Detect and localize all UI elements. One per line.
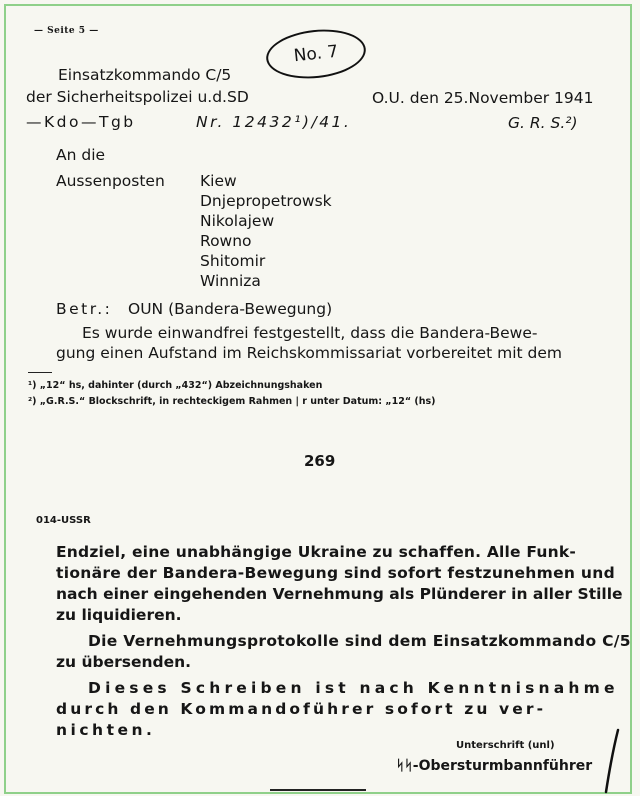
place-rowno: Rowno [200, 232, 252, 250]
p2-line-1: Die Vernehmungsprotokolle sind dem Einsatzkommando C/5 [88, 632, 631, 650]
place-winniza: Winniza [200, 272, 261, 290]
reference-right: G. R. S.²) [508, 114, 578, 132]
place-kiew: Kiew [200, 172, 237, 190]
subject-text: OUN (Bandera-Bewegung) [128, 300, 333, 318]
body-line-2: gung einen Aufstand im Reichskommissariat vorbereitet mit dem [56, 344, 563, 362]
body-line-1: Es wurde einwandfrei festgestellt, dass die Bandera-Bewe- [82, 324, 538, 342]
unit-line-1: Einsatzkommando C/5 [58, 66, 232, 84]
p3-line-1: Dieses Schreiben ist nach Kenntnisnahme [88, 679, 619, 697]
document-number: No. 7 [292, 41, 340, 67]
p1-line-2: tionäre der Bandera-Bewegung sind sofort festzunehmen und [56, 564, 616, 582]
place-dnjepropetrowsk: Dnjepropetrowsk [200, 192, 332, 210]
reference-prefix: —Kdo—Tgb [26, 113, 136, 131]
footnote-2: ²) „G.R.S.“ Blockschrift, in rechteckigem Rahmen | r unter Datum: „12“ (hs) [28, 396, 436, 407]
source-tag: 014-USSR [36, 515, 91, 526]
signature-note: Unterschrift (unl) [456, 740, 555, 751]
footnote-1: ¹) „12“ hs, dahinter (durch „432“) Abzeichnungshaken [28, 380, 323, 391]
address-label: Aussenposten [56, 172, 165, 190]
signature-stroke [596, 726, 626, 796]
footnote-rule [28, 372, 52, 373]
p1-line-4: zu liquidieren. [56, 606, 182, 624]
place-date: O.U. den 25.November 1941 [372, 89, 594, 107]
reference-number: Nr. 12432¹)/41. [196, 113, 352, 131]
signature-rank: ᛋᛋ-Obersturmbannführer [396, 758, 593, 774]
subject-label: Betr.: [56, 300, 113, 318]
bottom-rule [270, 789, 366, 791]
address-to: An die [56, 146, 106, 164]
place-nikolajew: Nikolajew [200, 212, 275, 230]
p1-line-3: nach einer eingehenden Vernehmung als Plünderer in aller Stille [56, 585, 623, 603]
page-number: 269 [304, 452, 336, 470]
p2-line-2: zu übersenden. [56, 653, 192, 671]
place-shitomir: Shitomir [200, 252, 266, 270]
p3-line-3: nichten. [56, 721, 156, 739]
p1-line-1: Endziel, eine unabhängige Ukraine zu schaffen. Alle Funk- [56, 543, 576, 561]
page-marker: — Seite 5 — [34, 26, 99, 36]
unit-line-2: der Sicherheitspolizei u.d.SD [26, 88, 249, 106]
p3-line-2: durch den Kommandoführer sofort zu ver- [56, 700, 547, 718]
